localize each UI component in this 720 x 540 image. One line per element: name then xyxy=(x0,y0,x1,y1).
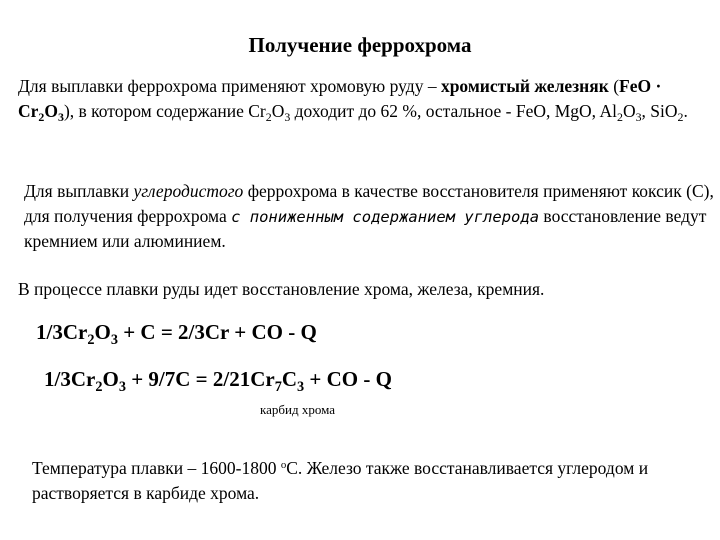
paragraph-ore: Для выплавки феррохрома применяют хромовую руду – хромистый железняк $(FeO \cdot Cr_2O_3)$, в котором содержание $Cr_2O_3$ доходит до 62 %, остальное - FeO, MgO, $Al_2O_3$, SiO$_2$. xyxy=(18,76,688,124)
bold-term-chromite: хромистый железняк xyxy=(440,76,609,96)
equation-1: $1/3Cr_2O_3 + C = 2/3Cr$ + CO - Q xyxy=(36,320,317,348)
equation-2: $1/3Cr_2O_3 + 9/7C = 2/21Cr_7C_3$ + CO - Q xyxy=(44,367,392,395)
paragraph-process: В процессе плавки руды идет восстановление хрома, железа, кремния. xyxy=(18,279,545,299)
equation-note: карбид хрома xyxy=(260,402,335,417)
page-title: Получение феррохрома xyxy=(248,33,472,57)
paragraph-temperature: Температура плавки – 1600-1800 $^о$С. Железо также восстанавливается углеродом и растворяется в карбиде хрома. xyxy=(32,458,649,503)
italic-carbon: углеродистого xyxy=(133,181,244,201)
paragraph-reducer: Для выплавки углеродистого феррохрома в качестве восстановителя применяют коксик (С), для получения феррохрома с пониженным содержанием углерода восстановление ведут кремнием или алюминием. xyxy=(24,181,714,251)
formula-chromite: FeO · $Cr_2O_3$ xyxy=(18,76,662,124)
italic-low-carbon: с пониженным содержанием углерода xyxy=(231,207,540,226)
